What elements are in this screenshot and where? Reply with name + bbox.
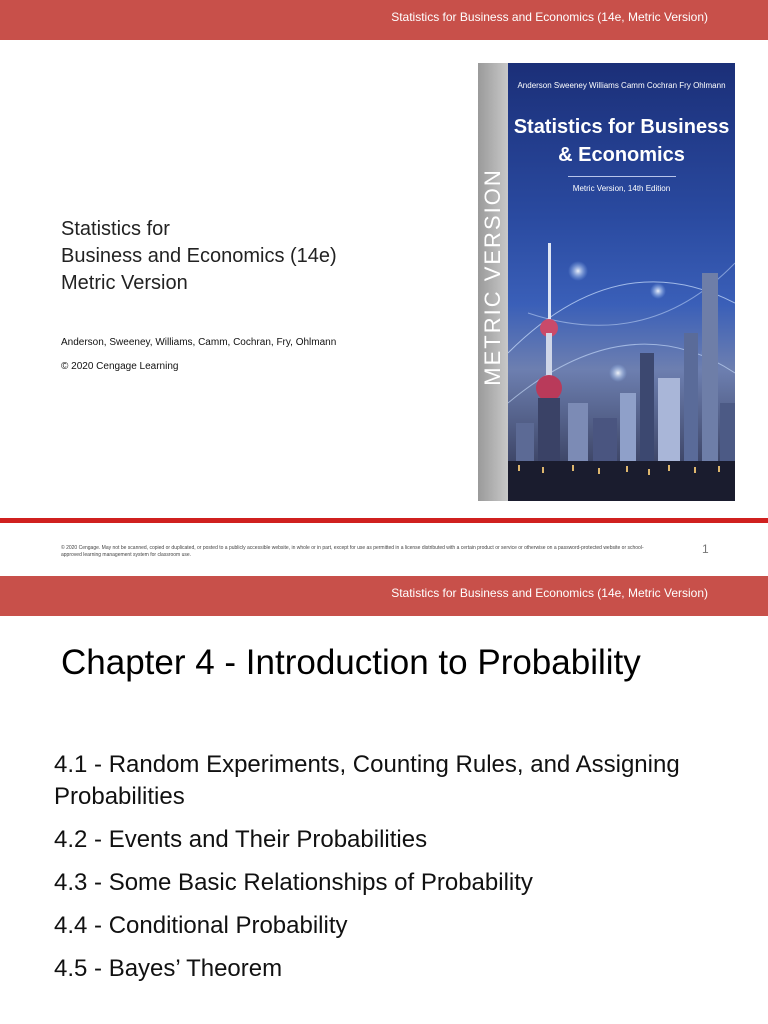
authors-line: Anderson, Sweeney, Williams, Camm, Cochran, Fry, Ohlmann: [61, 337, 337, 348]
chapter-slide: [0, 576, 768, 1024]
city-skyline-illustration: [508, 203, 735, 501]
footer-rule: [0, 518, 768, 523]
chapter-title: Chapter 4 - Introduction to Probability: [61, 643, 641, 682]
cover-title-line-1: Statistics for Business: [513, 116, 730, 138]
copyright-fine-print: © 2020 Cengage. May not be scanned, copied or duplicated, or posted to a publicly accessible website, in whole or in part, except for use as permitted in a license distributed with a certain product or service or otherwise on a password-protected website or school-approved learning management system for classroom use.: [61, 545, 644, 558]
copyright-line: © 2020 Cengage Learning: [61, 361, 179, 372]
topic-item: 4.2 - Events and Their Probabilities: [54, 826, 428, 853]
topic-list: [54, 749, 694, 996]
cover-front: [508, 63, 735, 501]
header-course-title: Statistics for Business and Economics (14e, Metric Version): [391, 10, 708, 24]
book-title-line-3: Metric Version: [61, 272, 188, 294]
page-number: 1: [702, 542, 709, 556]
book-cover-image: [478, 63, 735, 501]
cover-title: [508, 113, 735, 169]
topic-item: 4.4 - Conditional Probability: [54, 912, 348, 939]
book-title: [61, 216, 337, 297]
book-title-line-2: Business and Economics (14e): [61, 245, 337, 267]
book-title-line-1: Statistics for: [61, 218, 170, 240]
header-bar: [0, 0, 768, 40]
topic-item: 4.1 - Random Experiments, Counting Rules, and Assigning Probabilities: [54, 751, 680, 810]
header-course-title: Statistics for Business and Economics (14e, Metric Version): [391, 586, 708, 600]
cover-edition: Metric Version, 14th Edition: [572, 184, 671, 193]
topic-item: 4.5 - Bayes’ Theorem: [54, 955, 283, 982]
topic-item: 4.3 - Some Basic Relationships of Probability: [54, 869, 533, 896]
cover-title-rule: [568, 176, 676, 177]
header-bar: [0, 576, 768, 616]
cover-spine-text: METRIC VERSION: [480, 168, 505, 386]
cover-spine: [478, 63, 508, 501]
cover-authors: Anderson Sweeney Williams Camm Cochran Fry Ohlmann: [517, 81, 726, 90]
cover-title-line-2: & Economics: [558, 144, 685, 166]
